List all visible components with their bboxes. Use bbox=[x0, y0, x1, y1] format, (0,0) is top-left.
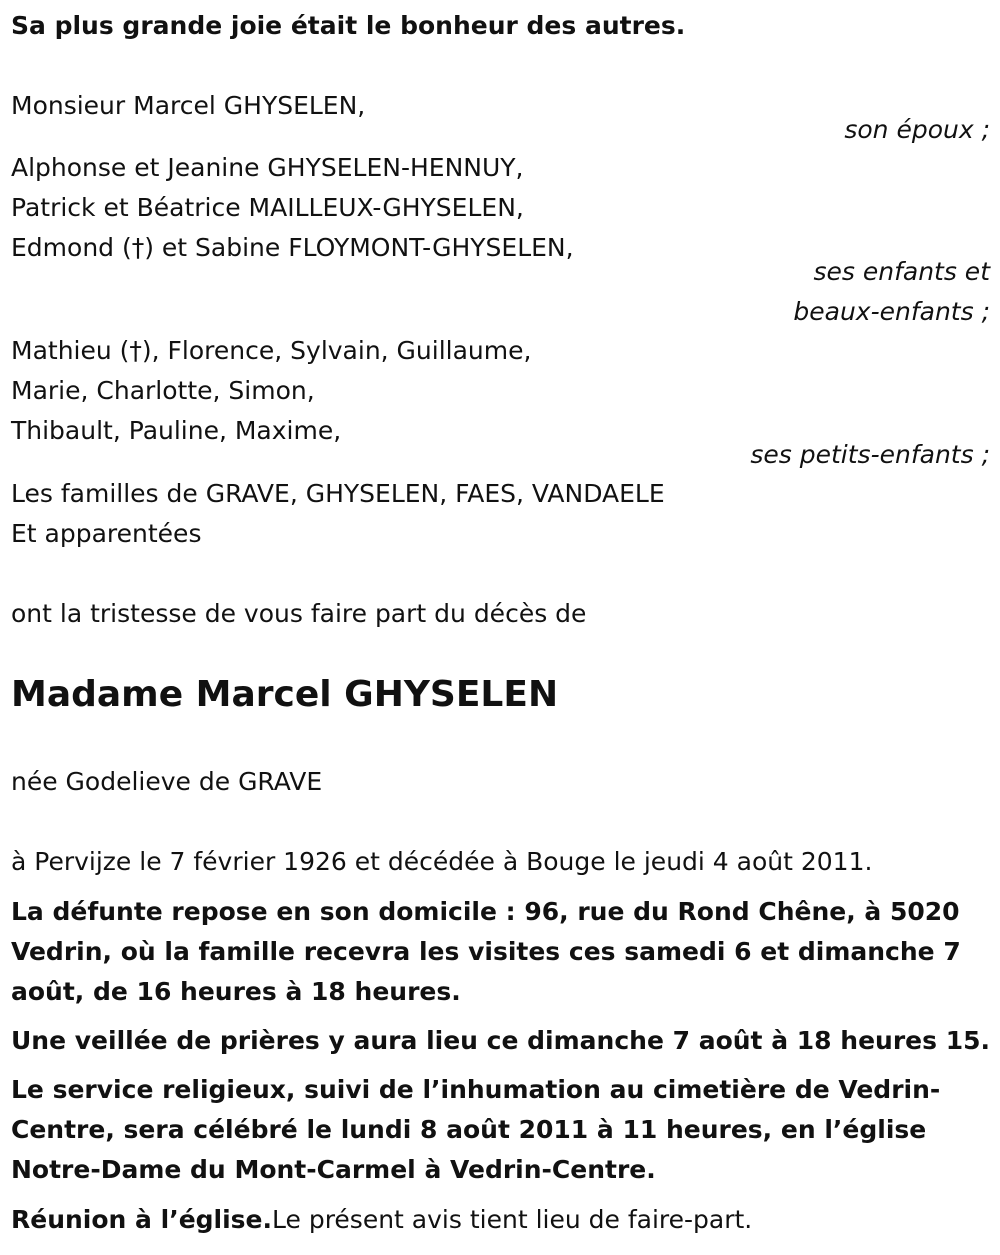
birth-death-dates: à Pervijze le 7 février 1926 et décédée à Bouge le jeudi 4 août 2011. bbox=[11, 847, 873, 876]
vigil-info: Une veillée de prières y aura lieu ce dimanche 7 août à 18 heures 15. bbox=[11, 1026, 990, 1055]
spouse-name: Monsieur Marcel GHYSELEN, bbox=[11, 91, 366, 120]
families-line-1: Les familles de GRAVE, GHYSELEN, FAES, VANDAELE bbox=[11, 479, 665, 508]
grandchildren-role: ses petits-enfants ; bbox=[750, 440, 990, 469]
meeting-note: Réunion à l’église. bbox=[11, 1205, 273, 1234]
deceased-name: Madame Marcel GHYSELEN bbox=[11, 674, 559, 715]
children-role-2: beaux-enfants ; bbox=[793, 297, 990, 326]
spouse-role: son époux ; bbox=[844, 115, 990, 144]
children-role-1: ses enfants et bbox=[813, 257, 990, 286]
grandchildren-line-3: Thibault, Pauline, Maxime, bbox=[11, 416, 342, 445]
children-line-1: Alphonse et Jeanine GHYSELEN-HENNUY, bbox=[11, 153, 524, 182]
children-line-2: Patrick et Béatrice MAILLEUX-GHYSELEN, bbox=[11, 193, 524, 222]
children-line-3: Edmond (†) et Sabine FLOYMONT-GHYSELEN, bbox=[11, 233, 574, 262]
service-info: Le service religieux, suivi de l’inhumation au cimetière de Vedrin-Centre, sera célébré le lundi 8 août 2011 à 11 heures, en l’église Notre-Dame du Mont-Carmel à Vedrin-Centre. bbox=[11, 1075, 941, 1184]
closing-line bbox=[11, 1203, 752, 1237]
families-line-2: Et apparentées bbox=[11, 519, 202, 548]
maiden-name: née Godelieve de GRAVE bbox=[11, 767, 323, 796]
grandchildren-line-2: Marie, Charlotte, Simon, bbox=[11, 376, 315, 405]
rest-info: La défunte repose en son domicile : 96, rue du Rond Chêne, à 5020 Vedrin, où la famille recevra les visites ces samedi 6 et dimanche 7 août, de 16 heures à 18 heures. bbox=[11, 897, 961, 1006]
grandchildren-line-1: Mathieu (†), Florence, Sylvain, Guillaume, bbox=[11, 336, 532, 365]
announcement: ont la tristesse de vous faire part du décès de bbox=[11, 599, 587, 628]
notice-note: Le présent avis tient lieu de faire-part. bbox=[272, 1205, 753, 1234]
motto: Sa plus grande joie était le bonheur des autres. bbox=[11, 11, 686, 40]
